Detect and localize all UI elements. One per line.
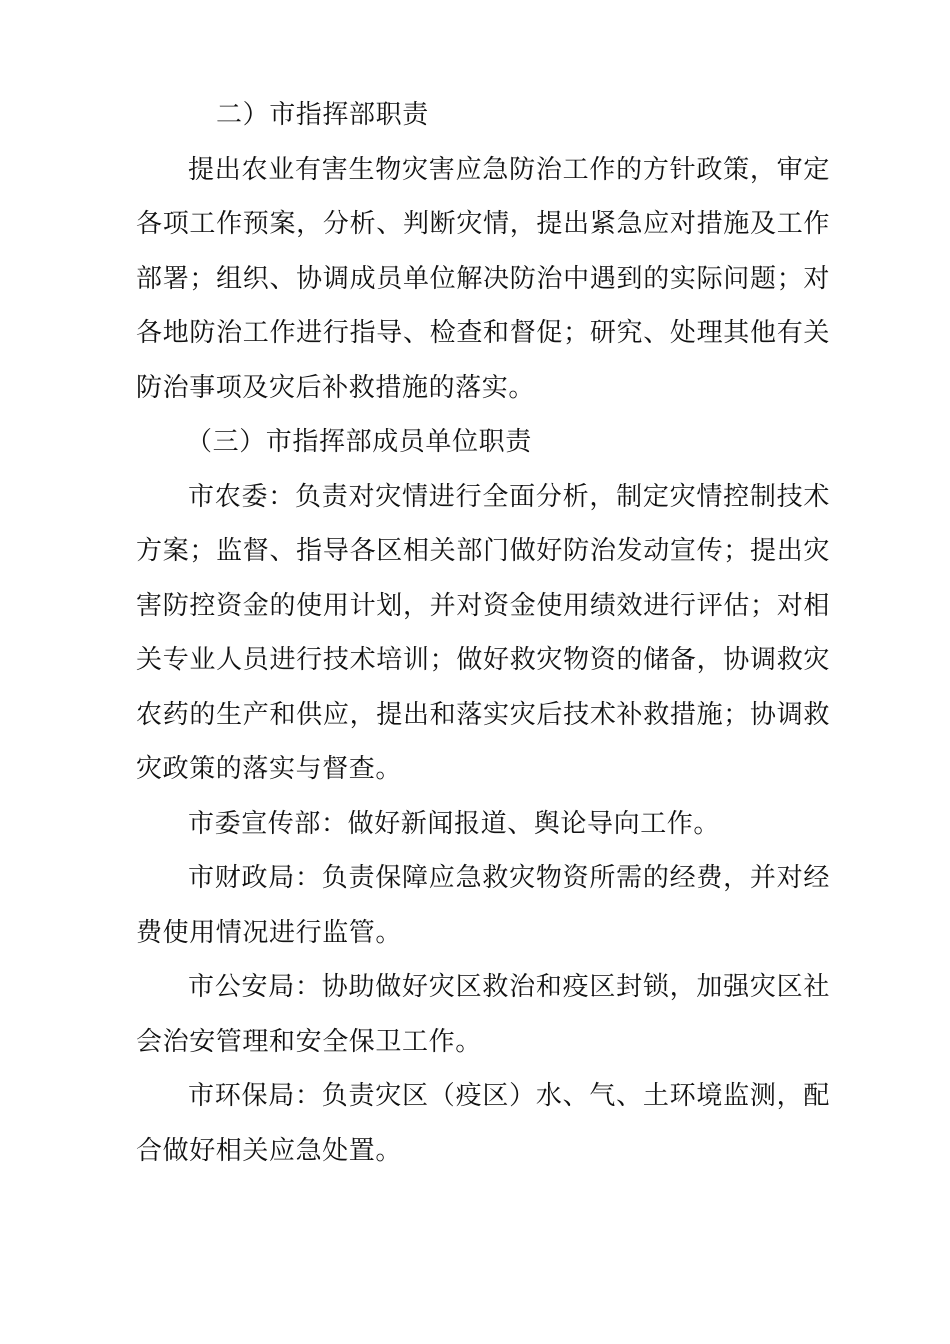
paragraph-finance-bureau: 市财政局：负责保障应急救灾物资所需的经费，并对经费使用情况进行监管。 — [136, 863, 830, 948]
paragraph-environmental-bureau: 市环保局：负责灾区（疫区）水、气、土环境监测，配合做好相关应急处置。 — [136, 1081, 830, 1166]
paragraph-agriculture-committee: 市农委：负责对灾情进行全面分析，制定灾情控制技术方案；监督、指导各区相关部门做好防治发动宣传；提出灾害防控资金的使用计划，并对资金使用绩效进行评估；对相关专业人员进行技术培训；做好救灾物资的储备，协调救灾农药的生产和供应，提出和落实灾后技术补救措施；协调救灾政策的落实与督查。 — [136, 481, 830, 784]
document-body — [136, 88, 830, 1178]
section-heading-3: （三）市指挥部成员单位职责 — [186, 427, 532, 457]
section-heading-2: 二）市指挥部职责 — [216, 100, 429, 130]
paragraph-public-security-bureau: 市公安局：协助做好灾区救治和疫区封锁，加强灾区社会治安管理和安全保卫工作。 — [136, 972, 830, 1057]
paragraph-command-duties: 提出农业有害生物灾害应急防治工作的方针政策，审定各项工作预案，分析、判断灾情，提出紧急应对措施及工作部署；组织、协调成员单位解决防治中遇到的实际问题；对各地防治工作进行指导、检查和督促；研究、处理其他有关防治事项及灾后补救措施的落实。 — [136, 154, 830, 403]
paragraph-propaganda-department: 市委宣传部：做好新闻报道、舆论导向工作。 — [188, 808, 721, 839]
